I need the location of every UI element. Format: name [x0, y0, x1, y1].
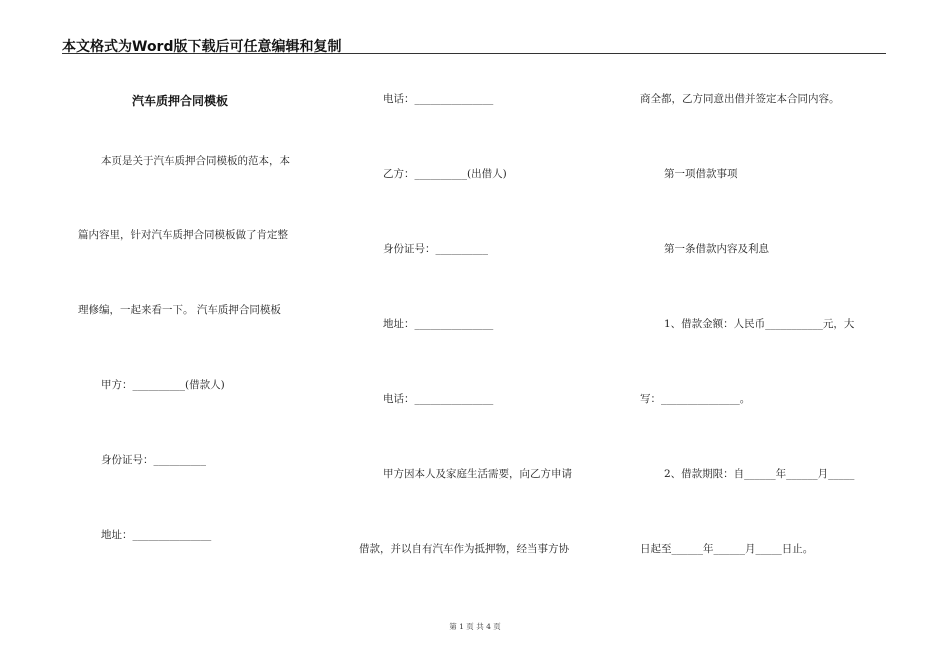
- document-title: 汽车质押合同模板: [132, 94, 229, 108]
- article-heading: 第一条借款内容及利息: [664, 243, 769, 255]
- page-number-footer: 第 1 页 共 4 页: [449, 622, 501, 631]
- loan-term-end-line: 日起至______年______月_____日止。: [640, 543, 814, 555]
- paragraph-line: 商全都，乙方同意出借并签定本合同内容。: [640, 93, 840, 105]
- paragraph-line: 理修编，一起来看一下。 汽车质押合同模板: [78, 304, 281, 316]
- document-header-notice: 本文格式为Word版下载后可任意编辑和复制: [62, 39, 342, 55]
- paragraph-line: 甲方因本人及家庭生活需要，向乙方申请: [383, 468, 572, 480]
- section-heading: 第一项借款事项: [664, 168, 738, 180]
- paragraph-line: 篇内容里，针对汽车质押合同模板做了肯定整: [78, 229, 288, 241]
- paragraph-line: 本页是关于汽车质押合同模板的范本，本: [101, 155, 290, 167]
- party-b-line: 乙方：__________(出借人): [383, 168, 507, 180]
- paragraph-line: 借款，并以自有汽车作为抵押物，经当事方协: [359, 543, 569, 555]
- party-b-phone-line: 电话：_______________: [383, 393, 494, 405]
- loan-amount-line: 1、借款金额：人民币___________元，大: [664, 318, 855, 330]
- loan-term-line: 2、借款期限：自______年______月_____: [664, 468, 855, 480]
- party-a-id-line: 身份证号：__________: [101, 454, 206, 466]
- loan-amount-words-line: 写：_______________。: [640, 393, 751, 405]
- party-a-address-line: 地址：_______________: [101, 529, 212, 541]
- header-divider: [62, 53, 886, 54]
- party-a-line: 甲方：__________(借款人): [101, 379, 225, 391]
- party-b-address-line: 地址：_______________: [383, 318, 494, 330]
- party-b-id-line: 身份证号：__________: [383, 243, 488, 255]
- party-a-phone-line: 电话：_______________: [383, 93, 494, 105]
